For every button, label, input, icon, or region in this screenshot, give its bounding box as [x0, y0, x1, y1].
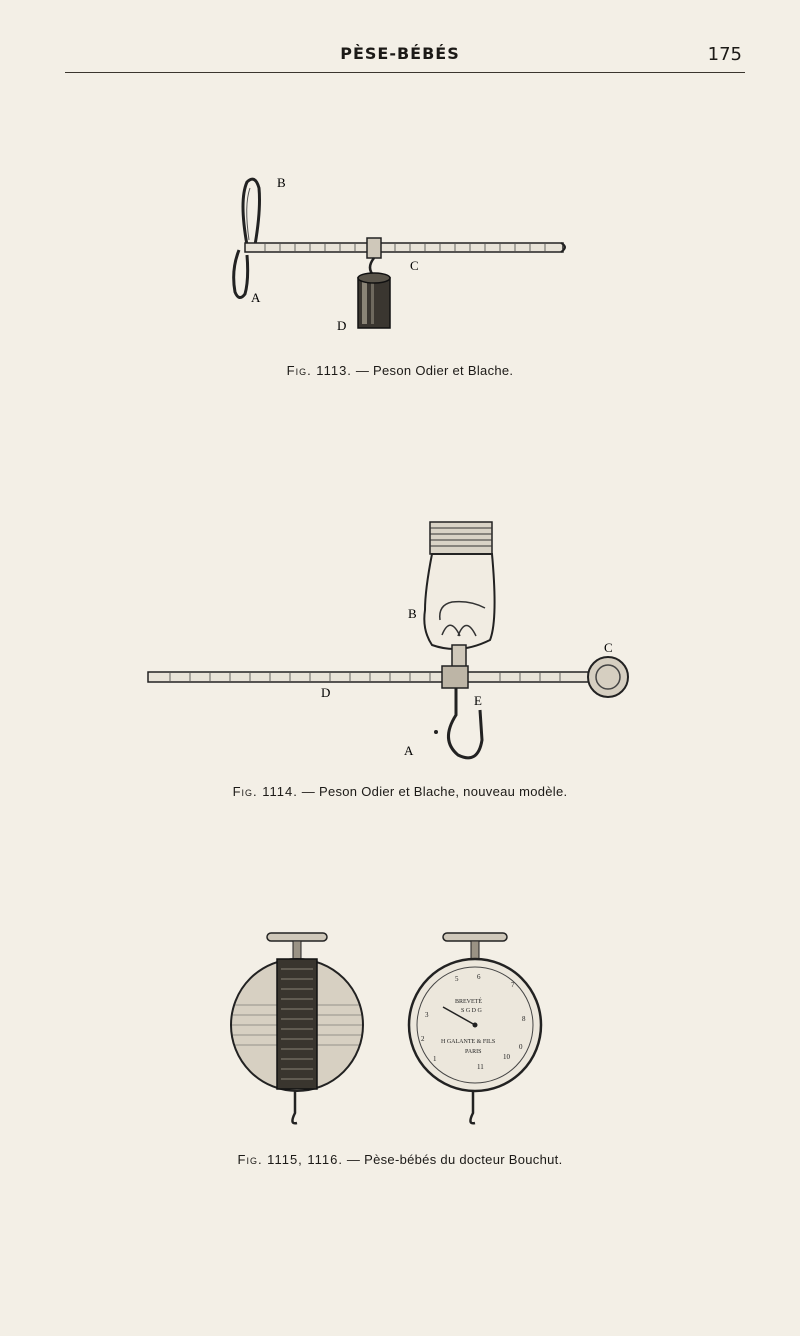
dial-sgdg: S G D G [461, 1008, 482, 1014]
figure-1115-1116-illustration [215, 925, 555, 1125]
dial-number-6: 6 [477, 973, 481, 981]
header-rule [65, 72, 745, 73]
dial-number-0: 0 [519, 1043, 523, 1051]
dial-city: PARIS [465, 1049, 482, 1055]
running-title: PÈSE-BÉBÉS [340, 44, 460, 63]
dial-number-7: 7 [511, 981, 515, 989]
dial-brevete: BREVETÉ [455, 999, 482, 1005]
figure-1114-illustration [140, 510, 635, 765]
figure-1114-caption [0, 784, 800, 799]
label-b: B [277, 175, 286, 190]
dial-number-3: 3 [425, 1011, 429, 1019]
label-c: C [604, 640, 613, 655]
label-c: C [410, 258, 419, 273]
figure-label: Fig. 1113. [286, 363, 352, 378]
dial-number-2: 2 [421, 1035, 425, 1043]
label-d: D [321, 685, 331, 700]
figure-caption-text: — Peson Odier et Blache. [355, 363, 514, 378]
figure-caption-text: — Pèse-bébés du docteur Bouchut. [346, 1152, 563, 1167]
label-a: A [404, 743, 414, 758]
label-b: B [408, 606, 417, 621]
page-number: 175 [707, 44, 742, 65]
figure-1113-illustration [225, 170, 580, 335]
figure-1115-1116-caption [0, 1152, 800, 1167]
figure-label: Fig. 1115, 1116. [237, 1152, 343, 1167]
dial-number-5: 5 [455, 975, 459, 983]
dial-number-8: 8 [522, 1015, 526, 1023]
figure-1113-caption [0, 363, 800, 378]
dial-number-10: 10 [503, 1053, 510, 1061]
dial-number-1: 1 [433, 1055, 437, 1063]
dial-number-11: 11 [477, 1063, 484, 1071]
label-d: D [337, 318, 347, 333]
dial-maker: H GALANTE & FILS [441, 1039, 496, 1045]
figure-caption-text: — Peson Odier et Blache, nouveau modèle. [301, 784, 568, 799]
label-e: E [474, 693, 482, 708]
label-a: A [251, 290, 261, 305]
figure-label: Fig. 1114. [232, 784, 298, 799]
